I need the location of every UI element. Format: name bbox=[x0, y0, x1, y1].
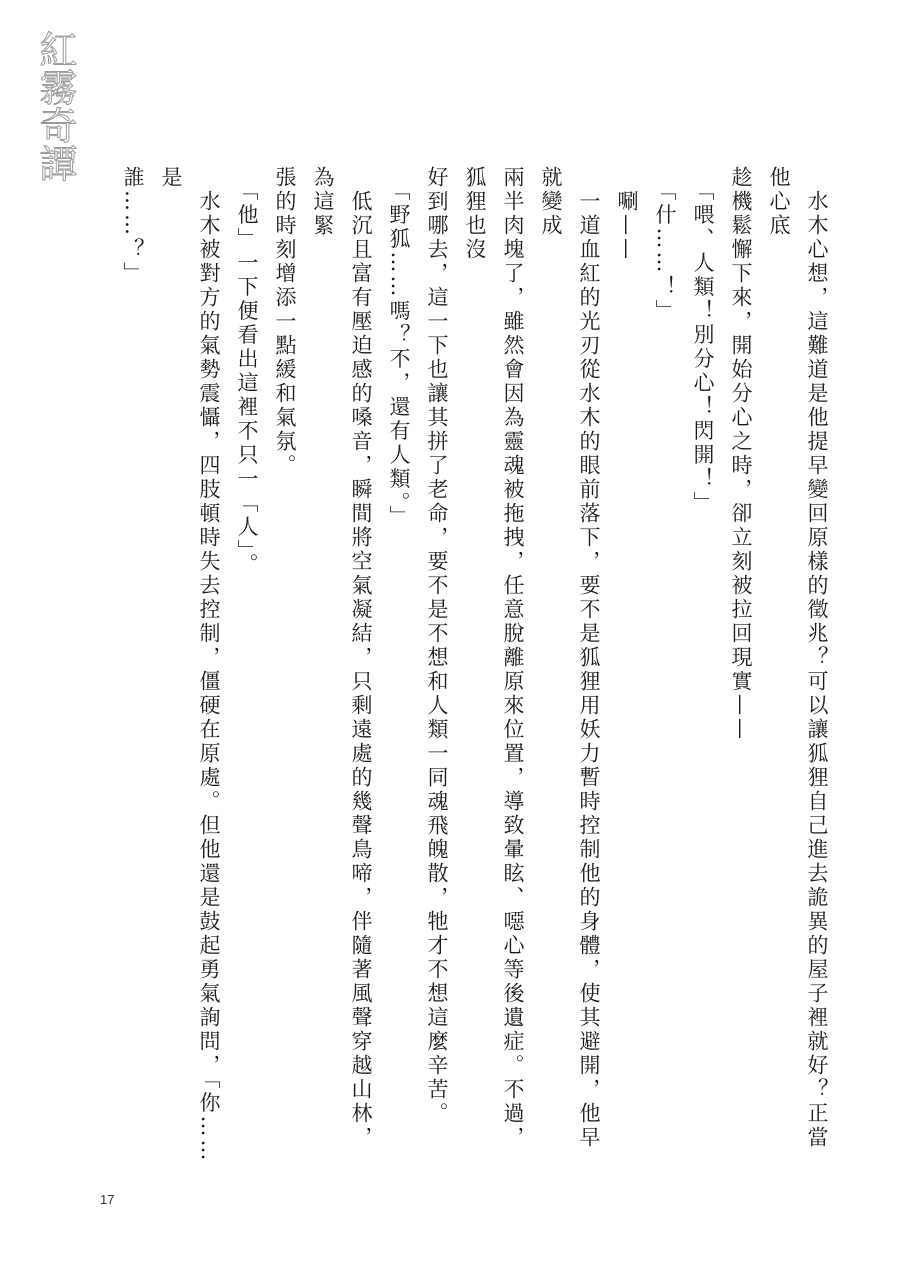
text-line: 「什……！」 bbox=[653, 166, 677, 324]
text-line: 好到哪去，這一下也讓其拼了老命，要不是不想和人類一同魂飛魄散，牠才不想這麼辛苦。 bbox=[425, 166, 449, 1126]
page-number: 17 bbox=[100, 1192, 115, 1207]
text-line: 「他」一下便看出這裡不只一「人」。 bbox=[235, 166, 259, 577]
text-line: 水木心想，這難道是他提早變回原樣的徵兆？可以讓狐狸自己進去詭異的屋子裡就好？正當他心底 bbox=[767, 166, 829, 1150]
text-line: 低沉且富有壓迫感的嗓音，瞬間將空氣凝結，只剩遠處的幾聲鳥啼，伴隨著風聲穿越山林，為這緊 bbox=[311, 166, 373, 1150]
book-title: 紅霧奇譚 bbox=[33, 30, 77, 182]
text-line: 一道血紅的光刃從水木的眼前落下，要不是狐狸用妖力暫時控制他的身體，使其避開，他早就變成 bbox=[539, 166, 601, 1150]
text-line: 趁機鬆懈下來，開始分心之時，卻立刻被拉回現實—— bbox=[729, 166, 753, 742]
text-line: 「喂、人類！別分心！閃開！」 bbox=[691, 166, 715, 516]
text-line: 誰……？」 bbox=[121, 166, 145, 286]
body-text bbox=[114, 166, 836, 1166]
text-line: 唰—— bbox=[615, 166, 639, 262]
text-line: 水木被對方的氣勢震懾，四肢頓時失去控制，僵硬在原處。但他還是鼓起勇氣詢問，「你……是 bbox=[159, 166, 221, 1164]
text-line: 「野狐……嗎？不，還有人類。」 bbox=[387, 166, 411, 529]
text-line: 張的時刻增添一點緩和氣氛。 bbox=[273, 166, 297, 478]
text-line: 兩半肉塊了，雖然會因為靈魂被拖拽，任意脫離原來位置，導致暈眩、噁心等後遺症。不過，狐狸也沒 bbox=[463, 166, 525, 1150]
